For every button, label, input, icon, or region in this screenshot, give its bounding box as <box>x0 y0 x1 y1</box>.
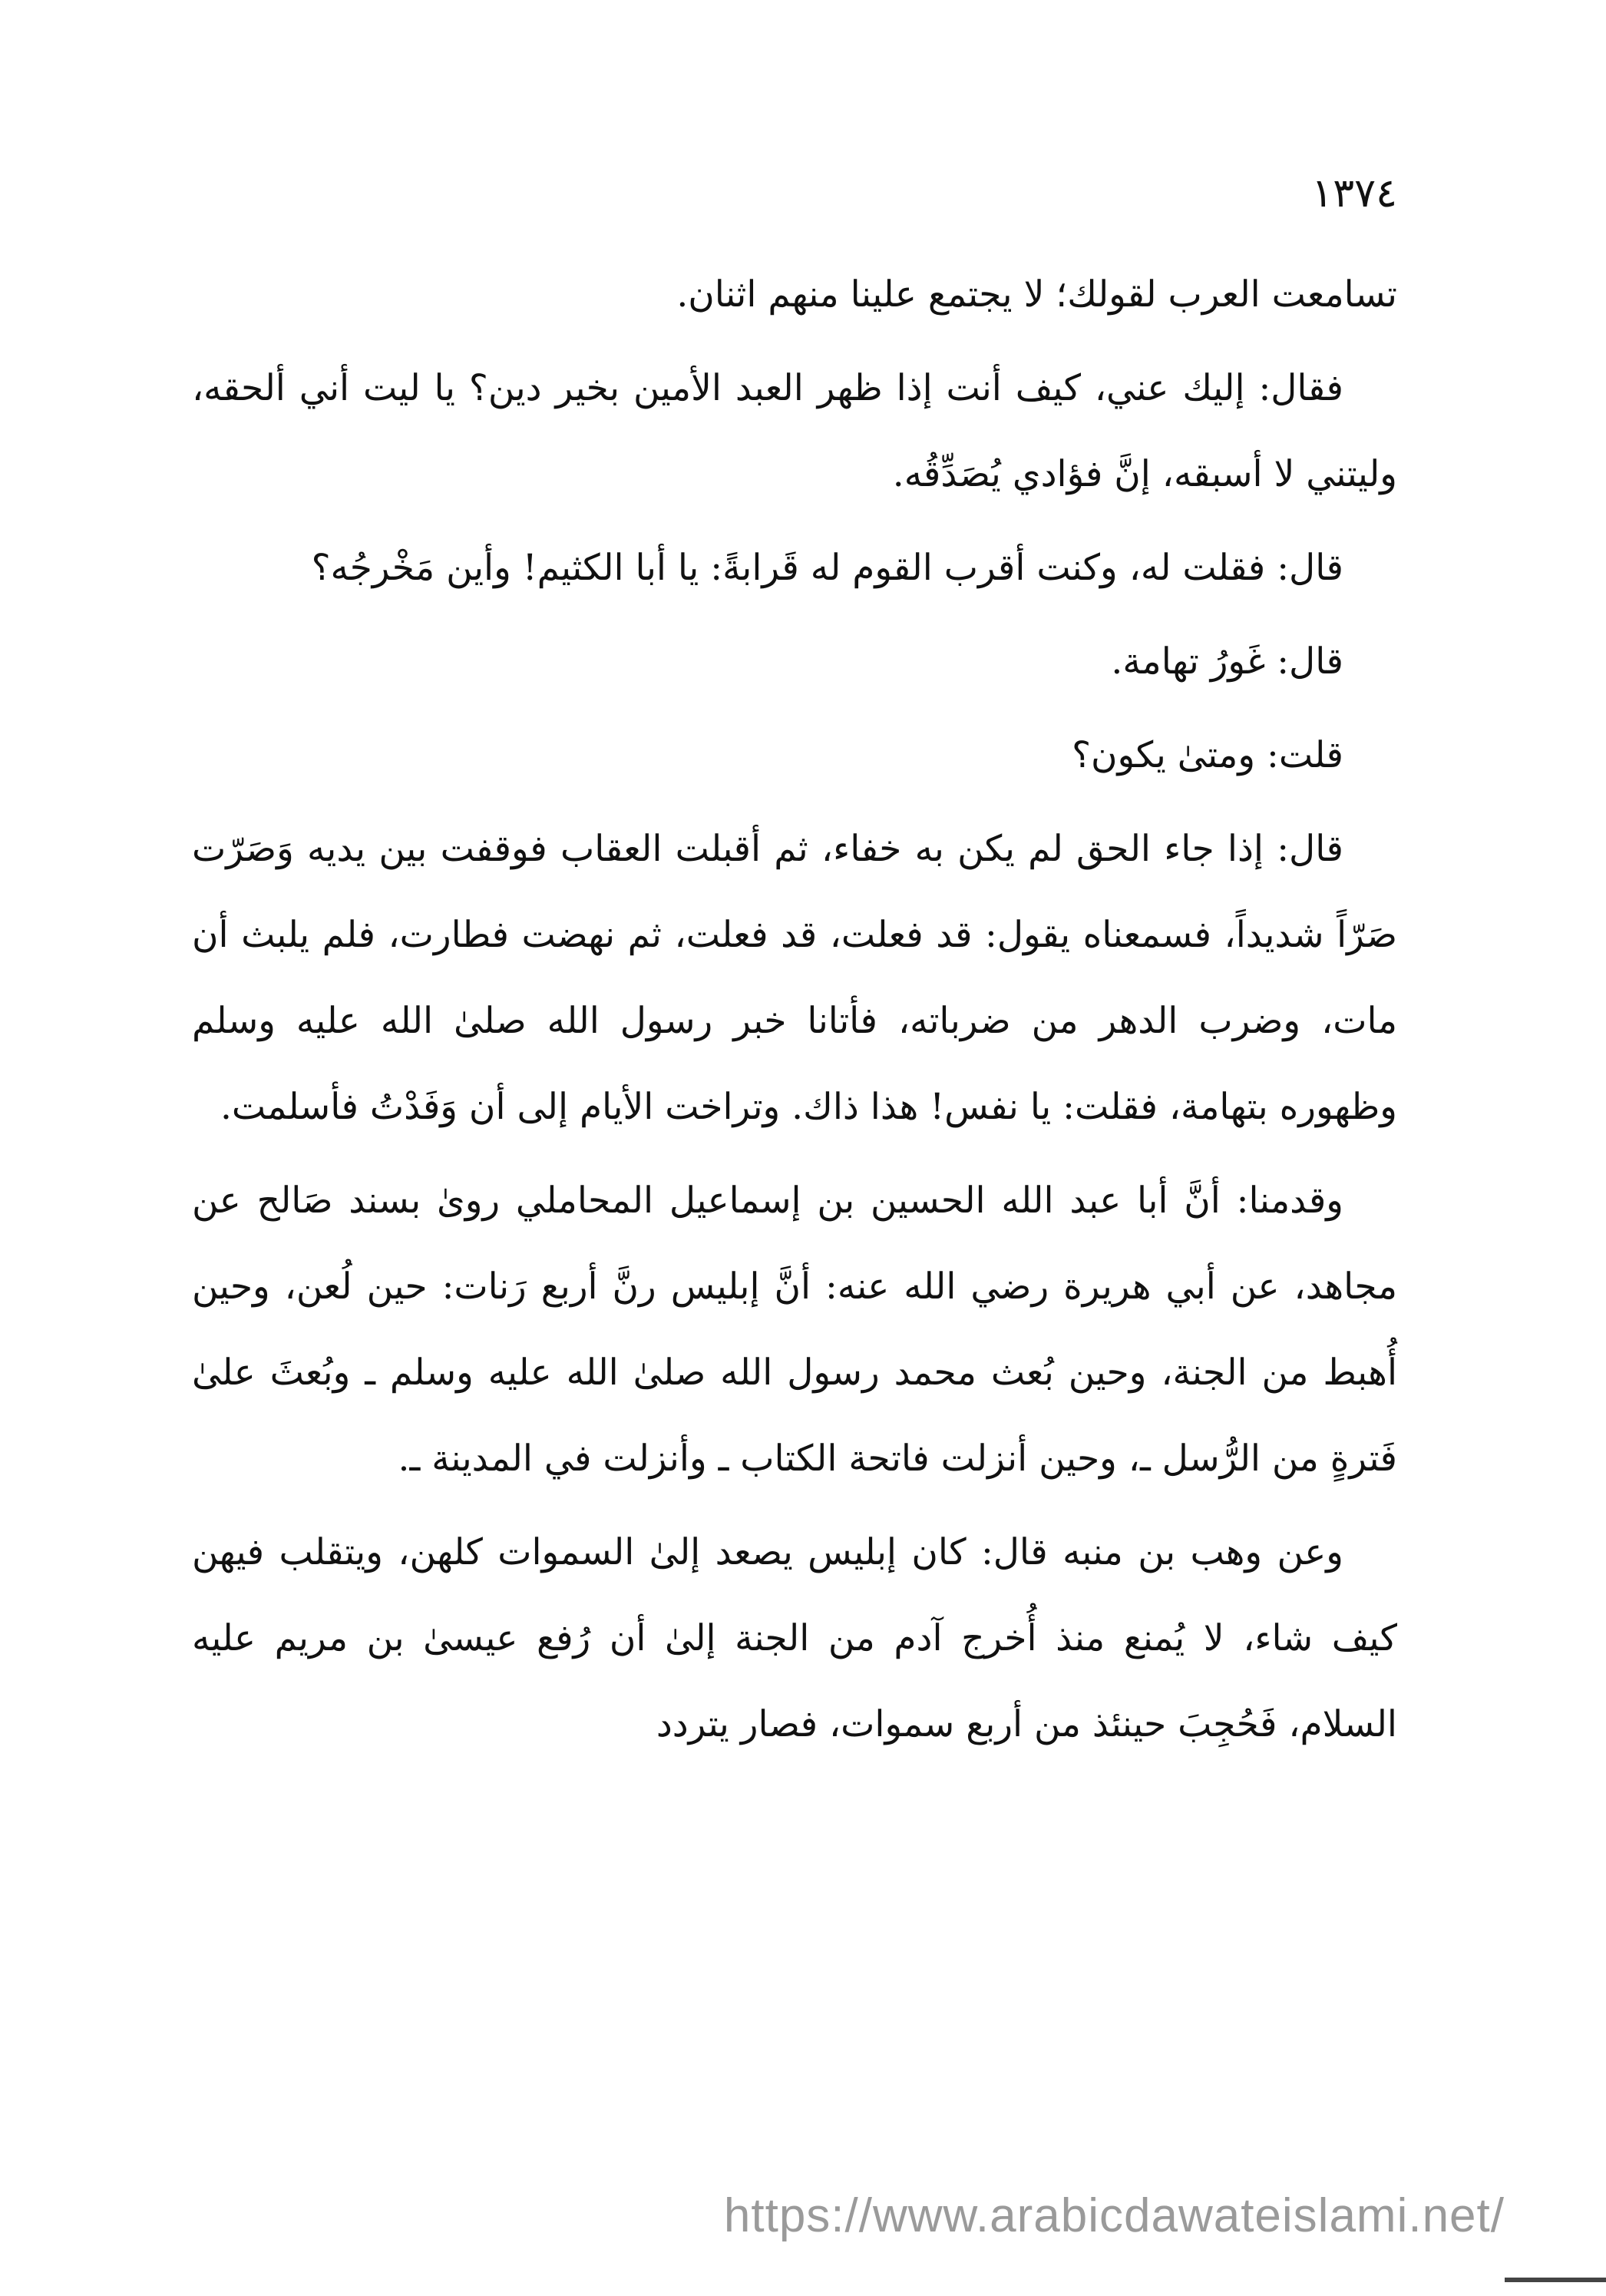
paragraph: فقال: إليك عني، كيف أنت إذا ظهر العبد الأمين بخير دين؟ يا ليت أني ألحقه، وليتني لا أسبقه، إنَّ فؤادي يُصَدِّقُه. <box>192 367 1397 495</box>
page-number: ١٣٧٤ <box>1311 170 1397 217</box>
paragraph: قال: فقلت له، وكنت أقرب القوم له قَرابةً: يا أبا الكثيم! وأين مَخْرجُه؟ <box>311 547 1343 589</box>
page-edge-mark <box>1505 2278 1606 2282</box>
paragraph: قال: غَورُ تهامة. <box>1111 640 1343 683</box>
paragraph: قال: إذا جاء الحق لم يكن به خفاء، ثم أقبلت العقاب فوقفت بين يديه وَصَرّت صَرّاً شديداً، فسمعناه يقول: قد فعلت، قد فعلت، ثم نهضت فطارت، فلم يلبث أن مات، وضرب الدهر من ضرباته، فأتانا خبر رسول الله صلىٰ الله عليه وسلم وظهوره بتهامة، فقلت: يا نفس! هذا ذاك. وتراخت الأيام إلى أن وَفَدْتُ فأسلمت. <box>192 828 1397 1128</box>
paragraph: وعن وهب بن منبه قال: كان إبليس يصعد إلىٰ السموات كلهن، ويتقلب فيهن كيف شاء، لا يُمنع منذ أُخرج آدم من الجنة إلىٰ أن رُفع عيسىٰ بن مريم عليه السلام، فَحُجِبَ حينئذ من أربع سموات، فصار يتردد <box>192 1531 1397 1745</box>
body-text <box>192 252 1397 1775</box>
paragraph: وقدمنا: أنَّ أبا عبد الله الحسين بن إسماعيل المحاملي روىٰ بسند صَالح عن مجاهد، عن أبي هريرة رضي الله عنه: أنَّ إبليس رنَّ أربع رَنات: حين لُعن، وحين أُهبط من الجنة، وحين بُعث محمد رسول الله صلىٰ الله عليه وسلم ـ وبُعثَ علىٰ فَترةٍ من الرُّسل ـ، وحين أنزلت فاتحة الكتاب ـ وأنزلت في المدينة ـ. <box>192 1179 1397 1480</box>
watermark-url: https://www.arabicdawateislami.net/ <box>723 2189 1505 2242</box>
paragraph: تسامعت العرب لقولك؛ لا يجتمع علينا منهم اثنان. <box>676 273 1397 316</box>
paragraph: قلت: ومتىٰ يكون؟ <box>1072 734 1343 776</box>
